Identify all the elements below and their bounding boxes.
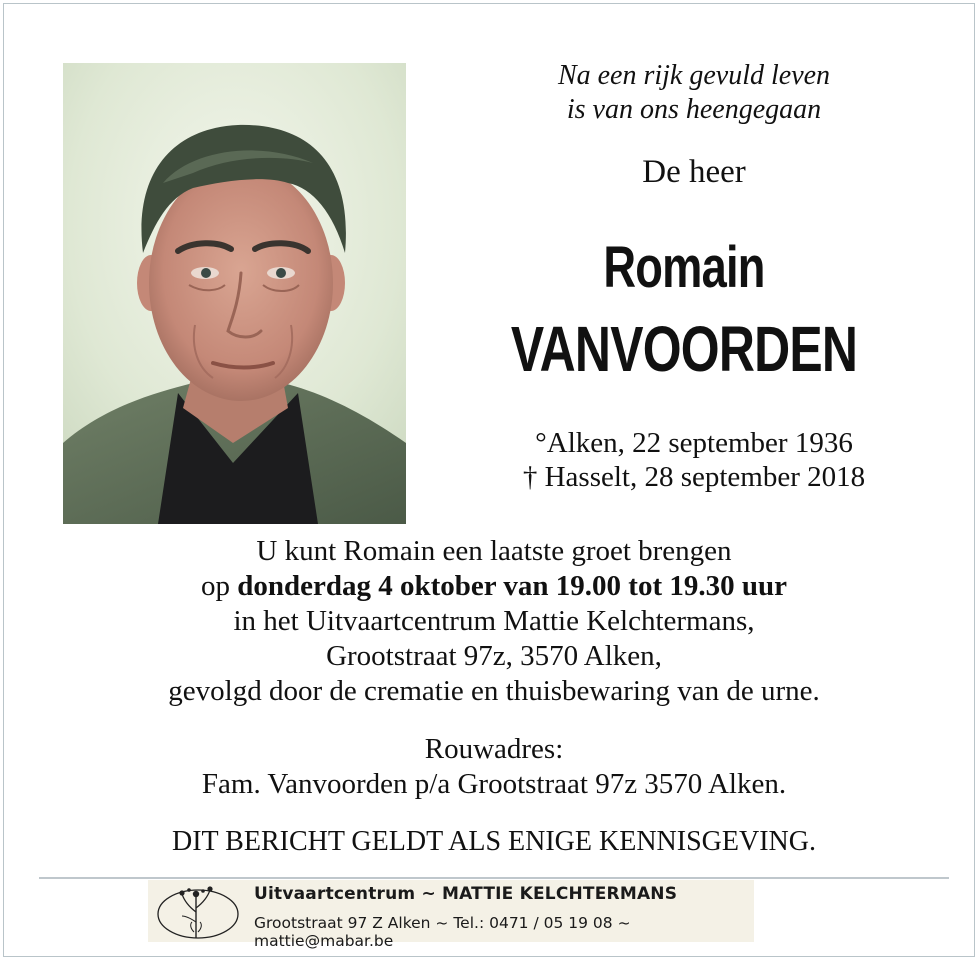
visitation-line-3: in het Uitvaartcentrum Mattie Kelchtermans, xyxy=(233,605,755,637)
visitation-datetime: donderdag 4 oktober van 19.00 tot 19.30 uur xyxy=(237,570,787,602)
flower-logo-icon xyxy=(152,882,244,940)
birth-date: °Alken, 22 september 1936 xyxy=(535,427,853,459)
visitation-line-5: gevolgd door de crematie en thuisbewaring van de urne. xyxy=(168,675,820,707)
intro-line-1: Na een rijk gevuld leven xyxy=(557,60,831,91)
funeral-home-name: Uitvaartcentrum ~ MATTIE KELCHTERMANS xyxy=(254,884,678,904)
visitation-prefix: op xyxy=(201,570,238,602)
obituary-card xyxy=(3,3,975,957)
condolence-address: Fam. Vanvoorden p/a Grootstraat 97z 3570 Alken. xyxy=(201,768,787,800)
first-name: Romain xyxy=(603,235,765,300)
visitation-line-1: U kunt Romain een laatste groet brengen xyxy=(256,535,732,567)
visitation-line-2 xyxy=(44,569,944,604)
portrait-image xyxy=(63,63,406,524)
death-date: † Hasselt, 28 september 2018 xyxy=(522,461,866,493)
notice-text: DIT BERICHT GELDT ALS ENIGE KENNISGEVING. xyxy=(172,826,816,857)
portrait-photo xyxy=(63,63,406,524)
condolence-label: Rouwadres: xyxy=(424,733,564,765)
intro-line-2: is van ons heengegaan xyxy=(566,94,822,125)
funeral-home-contact: Grootstraat 97 Z Alken ~ Tel.: 0471 / 05 19 08 ~ mattie@mabar.be xyxy=(254,914,631,950)
last-name: VANVOORDEN xyxy=(510,313,858,385)
footer-divider xyxy=(39,877,949,879)
visitation-line-4: Grootstraat 97z, 3570 Alken, xyxy=(326,640,662,672)
honorific: De heer xyxy=(642,154,746,190)
funeral-home-footer xyxy=(148,880,754,950)
